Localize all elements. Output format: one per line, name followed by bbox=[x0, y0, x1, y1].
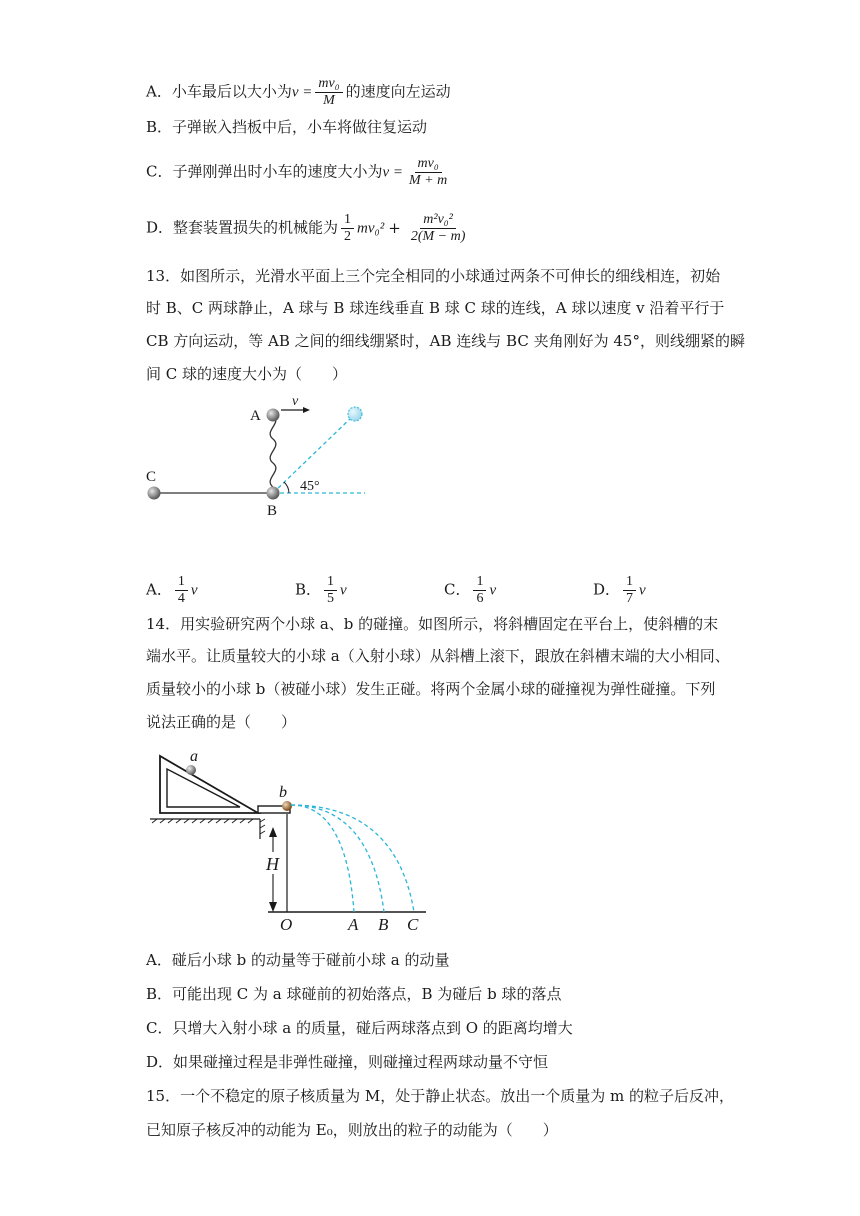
q13-option-d bbox=[593, 574, 646, 607]
q15-line-2: 已知原子核反冲的动能为 E₀，则放出的粒子的动能为（ ） bbox=[146, 1121, 558, 1139]
q12-c-var: v = bbox=[382, 164, 404, 181]
q14-label-h: H bbox=[266, 854, 279, 874]
q13-label-c: C bbox=[146, 469, 157, 485]
q13-label-a: A bbox=[250, 408, 261, 424]
q12-d-numerator: m²v₀² bbox=[420, 212, 456, 229]
q12-a-prefix: A．小车最后以大小为 bbox=[146, 82, 292, 101]
q13-angle-label: 45° bbox=[300, 479, 320, 494]
q14-ball-b bbox=[282, 801, 292, 811]
q13-option-d-letter: D． bbox=[593, 580, 621, 599]
q14-height-arrow-up bbox=[269, 827, 277, 837]
q12-c-fraction bbox=[406, 156, 450, 189]
q14-incline-inner bbox=[167, 769, 240, 807]
q14-label-a: a bbox=[190, 748, 198, 765]
q13-ball-b bbox=[267, 487, 280, 500]
q14-figure bbox=[148, 742, 438, 937]
q13-ball-a-later bbox=[348, 407, 362, 421]
q12-d-prefix: D．整套装置损失的机械能为 bbox=[146, 218, 339, 237]
q13-option-d-num: 1 bbox=[623, 574, 636, 591]
q14-trajectory-a bbox=[291, 805, 354, 912]
q14-ball-a bbox=[186, 765, 196, 775]
q13-line-3: CB 方向运动，等 AB 之间的细线绷紧时，AB 连线与 BC 夹角刚好为 45°，则线绷紧的瞬 bbox=[146, 332, 745, 350]
q14-trajectory-b bbox=[291, 805, 384, 912]
q12-d-term1: mv₀² bbox=[357, 220, 385, 237]
q14-label-point-a: A bbox=[348, 915, 359, 934]
q12-c-numerator: mv₀ bbox=[415, 156, 442, 173]
q12-a-suffix: 的速度向左运动 bbox=[345, 82, 451, 101]
q12-d-denominator: 2(M − m) bbox=[410, 229, 466, 244]
q13-velocity-label: v bbox=[292, 395, 299, 409]
q13-option-c-letter: C． bbox=[444, 580, 471, 599]
q13-line-1: 13．如图所示，光滑水平面上三个完全相同的小球通过两条不可伸长的细线相连，初始 bbox=[146, 267, 721, 285]
q12-d-half-den: 2 bbox=[344, 229, 352, 244]
q12-d-half-num: 1 bbox=[341, 212, 354, 229]
q13-option-a-num: 1 bbox=[175, 574, 188, 591]
q12-c-denominator: M + m bbox=[409, 173, 448, 188]
q13-option-c-var: v bbox=[489, 582, 497, 599]
q13-option-b bbox=[295, 574, 347, 607]
q14-label-point-c: C bbox=[407, 915, 419, 934]
q14-line-2: 端水平。让质量较大的小球 a（入射小球）从斜槽上滚下，跟放在斜槽末端的大小相同、 bbox=[146, 647, 730, 665]
q15-line-1: 15．一个不稳定的原子核质量为 M，处于静止状态。放出一个质量为 m 的粒子后反冲， bbox=[146, 1087, 734, 1105]
q14-option-d: D．如果碰撞过程是非弹性碰撞，则碰撞过程两球动量不守恒 bbox=[146, 1053, 549, 1071]
q13-option-b-den: 5 bbox=[327, 591, 335, 606]
q13-option-a-letter: A． bbox=[146, 580, 172, 599]
q14-incline-outer bbox=[160, 756, 258, 813]
q14-line-3: 质量较小的小球 b（被碰小球）发生正碰。将两个金属小球的碰撞视为弹性碰撞。下列 bbox=[146, 680, 716, 698]
q13-option-a bbox=[146, 574, 198, 607]
q12-option-b: B．子弹嵌入挡板中后，小车将做往复运动 bbox=[146, 118, 428, 136]
q14-option-a: A．碰后小球 b 的动量等于碰前小球 a 的动量 bbox=[146, 951, 450, 969]
q13-line-2: 时 B、C 两球静止，A 球与 B 球连线垂直 B 球 C 球的连线，A 球以速度 v 沿着平行于 bbox=[146, 299, 725, 317]
q12-a-denominator: M bbox=[323, 93, 335, 108]
q13-option-b-var: v bbox=[340, 582, 347, 599]
q13-option-c-num: 1 bbox=[473, 574, 486, 591]
q14-line-4: 说法正确的是（ ） bbox=[146, 713, 297, 731]
q13-string-ab bbox=[270, 415, 276, 487]
q14-label-b: b bbox=[279, 784, 287, 801]
q13-option-c-den: 6 bbox=[476, 591, 484, 606]
q14-edge-hatch bbox=[260, 819, 265, 834]
q12-option-a bbox=[146, 76, 451, 109]
q12-d-fraction bbox=[408, 212, 469, 245]
q12-a-numerator: mv₀ bbox=[315, 76, 342, 93]
q14-line-1: 14．用实验研究两个小球 a、b 的碰撞。如图所示，将斜槽固定在平台上，使斜槽的末 bbox=[146, 615, 719, 633]
q12-a-fraction bbox=[315, 76, 342, 109]
q13-option-d-var: v bbox=[639, 582, 646, 599]
q13-option-b-num: 1 bbox=[324, 574, 337, 591]
q13-velocity-arrowhead bbox=[303, 407, 310, 413]
q13-option-d-den: 7 bbox=[626, 591, 634, 606]
q13-ball-c bbox=[148, 487, 161, 500]
q12-d-plus: + bbox=[388, 218, 401, 237]
q13-label-b: B bbox=[267, 503, 278, 519]
q12-c-prefix: C．子弹刚弹出时小车的速度大小为 bbox=[146, 162, 383, 181]
q13-line-4: 间 C 球的速度大小为（ ） bbox=[146, 365, 348, 383]
q13-figure bbox=[140, 395, 380, 525]
q13-option-a-var: v bbox=[190, 582, 198, 599]
q13-option-a-den: 4 bbox=[177, 591, 185, 606]
q13-option-b-letter: B． bbox=[295, 580, 322, 599]
q14-label-o: O bbox=[280, 915, 293, 934]
q14-option-c: C．只增大入射小球 a 的质量，碰后两球落点到 O 的距离均增大 bbox=[146, 1019, 573, 1037]
q14-label-point-b: B bbox=[378, 915, 389, 934]
q13-option-c bbox=[444, 574, 496, 607]
q12-option-c bbox=[146, 156, 453, 189]
q12-d-half bbox=[341, 212, 354, 245]
q12-option-d bbox=[146, 212, 471, 245]
q12-a-var: v = bbox=[291, 84, 313, 101]
q14-height-arrow-down bbox=[269, 902, 277, 912]
q13-angle-arc bbox=[284, 482, 289, 493]
q13-ball-a bbox=[267, 409, 280, 422]
q14-option-b: B．可能出现 C 为 a 球碰前的初始落点，B 为碰后 b 球的落点 bbox=[146, 985, 562, 1003]
